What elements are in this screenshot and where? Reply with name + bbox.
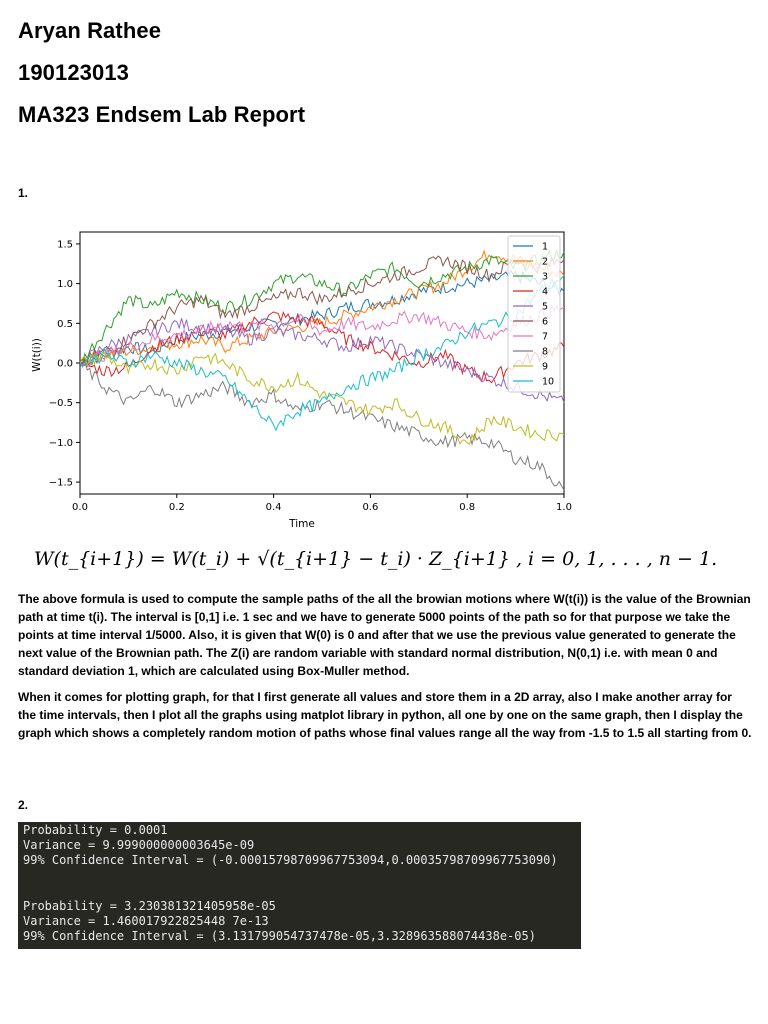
- legend-label: 10: [542, 376, 555, 388]
- x-tick-label: 1.0: [556, 502, 572, 513]
- y-tick-label: 1.5: [57, 239, 73, 251]
- console-line: Probability = 0.0001: [23, 823, 168, 837]
- chart-svg: [22, 228, 570, 533]
- formula-text: W(t_{i+1}) = W(t_i) + √(t_{i+1} − t_i) · Z_{i+1} , i = 0, 1, . . . , n − 1.: [34, 548, 718, 570]
- paragraph-formula-explanation: The above formula is used to compute the sample paths of the all the browian motions where W(t(i)) is the value of the Brownian path at time t(i). The interval is [0,1] i.e. 1 sec and we have to generate 5000 points of the path so for that purpose we take the points at time interval 1/5000. Also, it is given that W(0) is 0 and after that we use the previous value generated to generate the next value of the Brownian path. The Z(i) are random variable with standard normal distribution, N(0,1) i.e. with mean 0 and standard deviation 1, which are calculated using Box-Muller method.: [18, 592, 751, 678]
- section-2-number: 2.: [18, 798, 29, 812]
- console-line: Probability = 3.230381321405958e-05: [23, 899, 276, 913]
- plot-area: [80, 232, 564, 494]
- y-tick-label: −1.0: [48, 437, 73, 449]
- console-line: 99% Confidence Interval = (-0.00015798709967753094,0.00035798709967753090): [23, 853, 558, 867]
- roll-number: 190123013: [18, 60, 130, 85]
- author-name: Aryan Rathee: [18, 18, 162, 43]
- legend-label: 8: [542, 346, 549, 358]
- y-tick-label: 0.5: [57, 318, 73, 330]
- x-tick-label: 0.8: [459, 502, 476, 513]
- paragraph-plotting-explanation: When it comes for plotting graph, for that I first generate all values and store them in a 2D array, also I make another array for the time intervals, then I plot all the graphs using matplot library in python, all one by one on the same graph, then I display the graph which shows a completely random motion of paths whose final values range all the way from -1.5 to 1.5 all starting from 0.: [18, 690, 752, 740]
- legend-label: 2: [542, 256, 549, 268]
- x-tick-label: 0.6: [362, 502, 379, 513]
- console-line: Variance = 1.460017922825448 7e-13: [23, 914, 269, 928]
- console-line: Variance = 9.999000000003645e-09: [23, 838, 255, 852]
- brownian-paths-chart: [22, 228, 570, 533]
- console-output: [18, 822, 581, 949]
- legend-label: 3: [542, 271, 549, 283]
- y-tick-label: 0.0: [57, 358, 73, 370]
- x-axis-label: Time: [289, 518, 315, 530]
- x-tick-label: 0.2: [168, 502, 185, 513]
- legend-label: 9: [542, 361, 549, 373]
- y-tick-label: −0.5: [48, 398, 73, 410]
- legend-label: 4: [542, 286, 549, 298]
- y-tick-label: −1.5: [48, 477, 73, 489]
- brownian-formula: [34, 548, 718, 578]
- legend-box: [508, 236, 560, 392]
- legend-label: 7: [542, 331, 549, 343]
- legend-label: 5: [542, 301, 549, 313]
- section-1-number: 1.: [18, 186, 29, 200]
- legend-label: 6: [542, 316, 549, 328]
- y-axis-label: W(t(i)): [31, 338, 43, 372]
- y-tick-label: 1.0: [57, 279, 73, 291]
- report-title: MA323 Endsem Lab Report: [18, 102, 306, 127]
- legend-label: 1: [542, 241, 549, 253]
- console-line: 99% Confidence Interval = (3.131799054737478e-05,3.328963588074438e-05): [23, 929, 536, 943]
- x-tick-label: 0.0: [72, 502, 88, 513]
- x-tick-label: 0.4: [265, 502, 282, 513]
